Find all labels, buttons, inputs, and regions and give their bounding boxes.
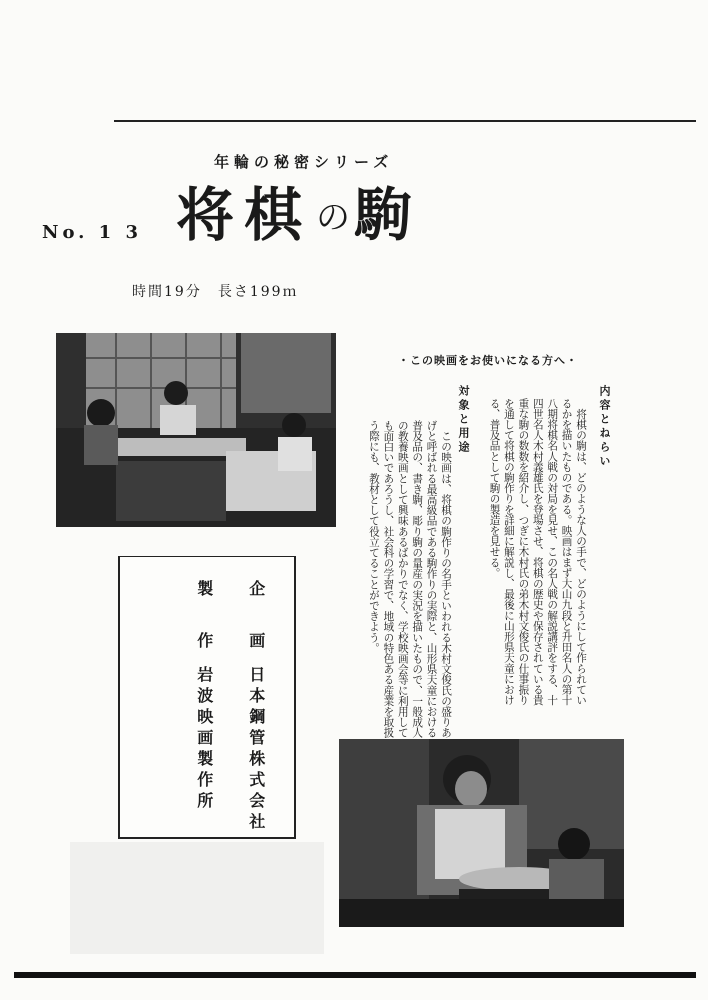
credit-kikaku-label: 企画: [246, 580, 266, 684]
bottom-rule: [14, 972, 696, 978]
taisho-body: この映画は、将棋の駒作りの名手といわれる木村文俊氏の盛りあげと呼ばれる最高級品である駒作りの実際と、山形県天童における普及品の、書き駒、彫り駒の量産の実況を描いたもので、一般成人の教養映画として興味あるばかりでなく、学校映画会等に利用しても面白いであろうし、社会科の学習で、地域の特色ある産業を取扱う際にも、教材として役立てることができよう。: [367, 420, 452, 738]
duration-info: 時間19分 長さ199ｍ: [132, 284, 299, 300]
film-number: No. 1 3: [42, 222, 142, 243]
credit-seisaku-label: 製作: [194, 580, 214, 684]
credit-seisaku-value: 岩波映画製作所: [194, 666, 214, 813]
taisho-heading: 対象と用途: [456, 385, 470, 455]
workshop-photo-image: [56, 333, 336, 527]
workshop-photo: [56, 333, 336, 527]
series-title: 年輪の秘密シリーズ: [214, 153, 394, 171]
credit-kikaku-value: 日本鋼管株式会社: [246, 666, 266, 834]
craftswoman-photo: [339, 739, 624, 927]
title-particle: の: [316, 198, 351, 238]
page-title: [176, 181, 423, 249]
craftswoman-photo-image: [339, 739, 624, 927]
top-rule: [114, 120, 696, 122]
title-shogi: 将棋: [176, 181, 313, 249]
title-koma: 駒: [354, 181, 423, 249]
naiyo-heading: 内容とねらい: [597, 385, 611, 469]
usage-heading: ・この映画をお使いになる方へ・: [398, 354, 578, 367]
naiyo-body: 将棋の駒は、どのような人の手で、どのようにして作られているかを描いたものである。映画はまず大山九段と升田名人の第十八期将棋名人戦の対局を見せ、この名人戦の解説講評をする、十四世名人木村義雄氏を登場させ、将棋の歴史や保存されている貴重な駒の数数を紹介し、つぎに木村氏の弟木村文俊氏の仕事振りを通して将棋の駒作りを詳細に解説し、最後に山形県天童における、普及品として駒の製造を見せる。: [488, 398, 587, 706]
paper-smudge: [70, 842, 324, 954]
